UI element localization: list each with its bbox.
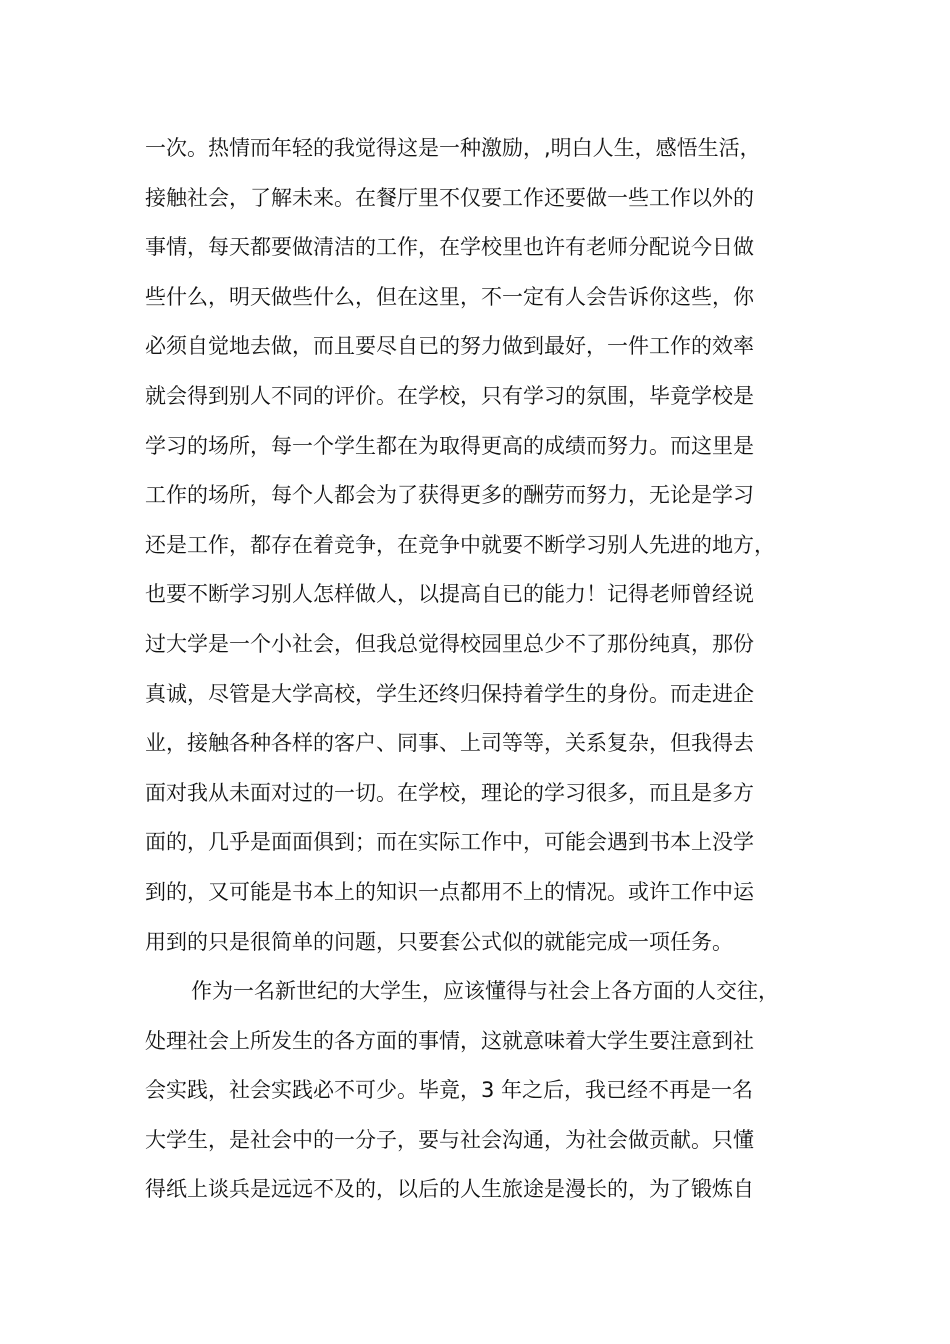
- text-line: 必须自觉地去做，而且要尽自已的努力做到最好，一件工作的效率: [145, 334, 754, 359]
- text-line: 会实践，社会实践必不可少。毕竟，3 年之后，我已经不再是一名: [145, 1078, 754, 1103]
- text-line: 事情，每天都要做清洁的工作，在学校里也许有老师分配说今日做: [145, 235, 754, 260]
- text-line: 一次。热情而年轻的我觉得这是一种激励，,明白人生，感悟生活，: [145, 136, 761, 160]
- text-line: 接触社会，了解未来。在餐厅里不仅要工作还要做一些工作以外的: [145, 185, 754, 210]
- body-text: [145, 124, 810, 1215]
- text-line: 工作的场所，每个人都会为了获得更多的酬劳而努力，无论是学习: [145, 483, 754, 508]
- text-line: 业，接触各种各样的客户、同事、上司等等，关系复杂，但我得去: [145, 731, 754, 756]
- text-line: 处理社会上所发生的各方面的事情，这就意味着大学生要注意到社: [145, 1028, 754, 1053]
- text-line: 得纸上谈兵是远远不及的，以后的人生旅途是漫长的，为了锻炼自: [145, 1177, 754, 1202]
- paragraph-first-line: 作为一名新世纪的大学生，应该懂得与社会上各方面的人交往，: [191, 979, 779, 1004]
- text-line: 面的，几乎是面面俱到；而在实际工作中，可能会遇到书本上没学: [145, 830, 754, 855]
- text-line: 就会得到别人不同的评价。在学校，只有学习的氛围，毕竟学校是: [145, 383, 754, 408]
- text-line: 学习的场所，每一个学生都在为取得更高的成绩而努力。而这里是: [145, 433, 754, 458]
- text-line: 些什么，明天做些什么，但在这里，不一定有人会告诉你这些，你: [145, 284, 754, 309]
- text-line: 还是工作，都存在着竞争，在竞争中就要不断学习别人先进的地方，: [145, 532, 775, 557]
- text-line: 用到的只是很简单的问题，只要套公式似的就能完成一项任务。: [145, 929, 733, 954]
- text-line: 过大学是一个小社会，但我总觉得校园里总少不了那份纯真，那份: [145, 631, 754, 656]
- text-line: 大学生，是社会中的一分子，要与社会沟通，为社会做贡献。只懂: [145, 1127, 754, 1152]
- text-line: 真诚，尽管是大学高校，学生还终归保持着学生的身份。而走进企: [145, 681, 754, 706]
- text-line: 也要不断学习别人怎样做人，以提高自已的能力！记得老师曾经说: [145, 582, 754, 607]
- text-line: 面对我从未面对过的一切。在学校，理论的学习很多，而且是多方: [145, 780, 754, 805]
- text-line: 到的，又可能是书本上的知识一点都用不上的情况。或许工作中运: [145, 879, 754, 904]
